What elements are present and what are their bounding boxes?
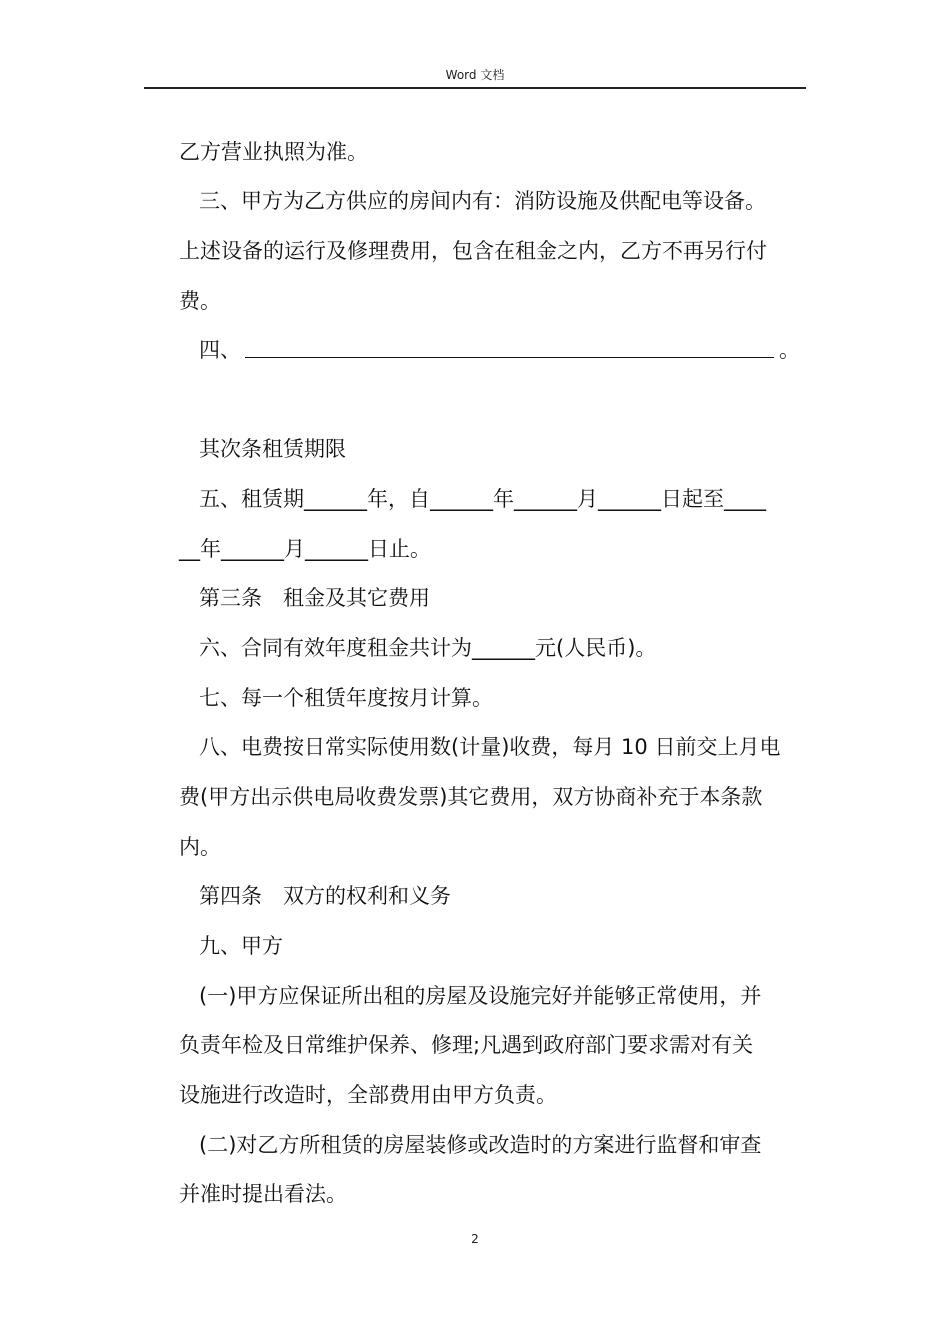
paragraph-line: 费(甲方出示供电局收费发票)其它费用，双方协商补充于本条款 <box>179 785 763 809</box>
paragraph-line: 八、电费按日常实际使用数(计量)收费，每月 10 日前交上月电 <box>199 735 781 759</box>
fill-in-blank-line <box>245 357 774 358</box>
paragraph-line: 上述设备的运行及修理费用，包含在租金之内，乙方不再另行付 <box>179 239 767 263</box>
paragraph-line: 乙方营业执照为准。 <box>179 140 368 164</box>
paragraph-line: 七、每一个租赁年度按月计算。 <box>199 686 493 710</box>
clause-four-label: 四、 <box>199 338 241 362</box>
paragraph-line: 五、租赁期______年，自______年______月______日起至____ <box>199 487 766 511</box>
paragraph-line: 内。 <box>179 835 221 859</box>
paragraph-line: 并准时提出看法。 <box>179 1182 347 1206</box>
paragraph-line: 九、甲方 <box>199 934 283 958</box>
paragraph-line: 设施进行改造时，全部费用由甲方负责。 <box>179 1083 557 1107</box>
paragraph-line: 负责年检及日常维护保养、修理;凡遇到政府部门要求需对有关 <box>179 1033 754 1057</box>
paragraph-line: (二)对乙方所租赁的房屋装修或改造时的方案进行监督和审查 <box>199 1133 762 1157</box>
clause-four-end: 。 <box>779 338 800 362</box>
page-number: 2 <box>471 1232 479 1246</box>
section-heading: 第三条 租金及其它费用 <box>199 586 430 610</box>
header-title: Word 文档 <box>445 68 505 82</box>
paragraph-line: (一)甲方应保证所出租的房屋及设施完好并能够正常使用，并 <box>199 984 762 1008</box>
paragraph-line: 三、甲方为乙方供应的房间内有：消防设施及供配电等设备。 <box>199 189 766 213</box>
paragraph-line: __年______月______日止。 <box>179 537 431 561</box>
paragraph-line: 六、合同有效年度租金共计为______元(人民币)。 <box>199 636 657 660</box>
section-heading: 其次条租赁期限 <box>199 437 346 461</box>
section-heading: 第四条 双方的权利和义务 <box>199 884 451 908</box>
paragraph-line: 费。 <box>179 289 221 313</box>
header-rule <box>144 87 806 89</box>
